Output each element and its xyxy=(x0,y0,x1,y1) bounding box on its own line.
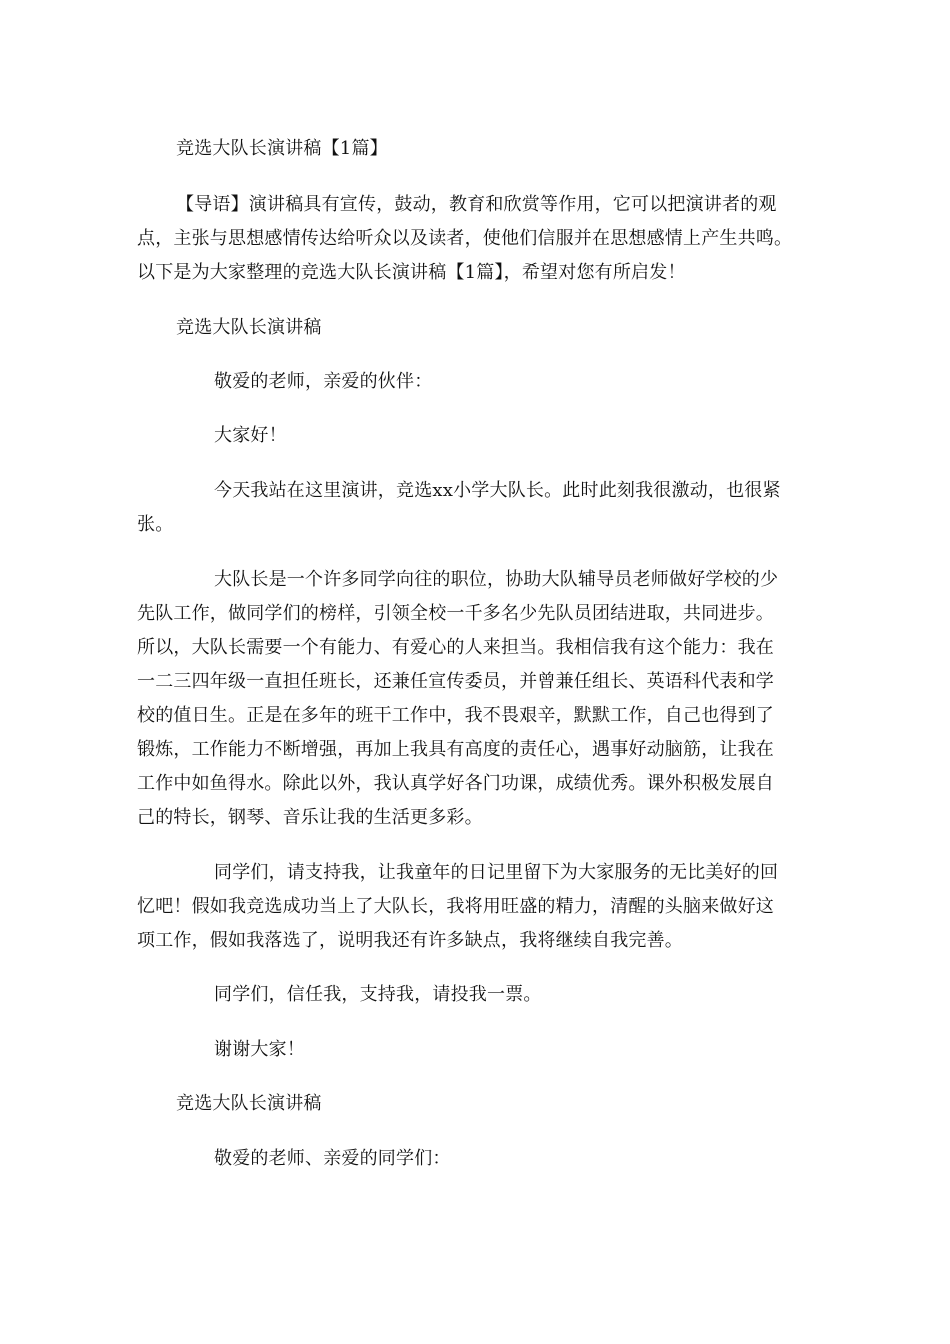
paragraph-line: 先队工作，做同学们的榜样，引领全校一千多名少先队员团结进取，共同进步。 xyxy=(137,603,774,624)
paragraph-line: 一二三四年级一直担任班长，还兼任宣传委员，并曾兼任组长、英语科代表和学 xyxy=(137,671,774,692)
paragraph-line: 所以，大队长需要一个有能力、有爱心的人来担当。我相信我有这个能力：我在 xyxy=(137,637,774,658)
speech1-salutation: 敬爱的老师，亲爱的伙伴： xyxy=(214,371,433,392)
speech2-heading: 竞选大队长演讲稿 xyxy=(176,1093,322,1114)
paragraph-line: 同学们，信任我，支持我，请投我一票。 xyxy=(214,984,542,1005)
speech2-salutation: 敬爱的老师、亲爱的同学们： xyxy=(214,1148,451,1169)
paragraph-line: 同学们，请支持我，让我童年的日记里留下为大家服务的无比美好的回 xyxy=(214,862,779,883)
speech1-closing: 谢谢大家！ xyxy=(214,1039,305,1060)
paragraph-line: 大队长是一个许多同学向往的职位，协助大队辅导员老师做好学校的少 xyxy=(214,569,779,590)
paragraph-line: 项工作，假如我落选了，说明我还有许多缺点，我将继续自我完善。 xyxy=(137,930,683,951)
paragraph-line: 校的值日生。正是在多年的班干工作中，我不畏艰辛，默默工作，自己也得到了 xyxy=(137,705,774,726)
speech1-heading: 竞选大队长演讲稿 xyxy=(176,317,322,338)
intro-line: 点，主张与思想感情传达给听众以及读者，使他们信服并在思想感情上产生共鸣。 xyxy=(137,228,793,249)
paragraph-line: 工作中如鱼得水。除此以外，我认真学好各门功课，成绩优秀。课外积极发展自 xyxy=(137,773,774,794)
paragraph-line: 今天我站在这里演讲，竞选xx小学大队长。此时此刻我很激动，也很紧 xyxy=(214,480,781,501)
paragraph-line: 己的特长，钢琴、音乐让我的生活更多彩。 xyxy=(137,807,483,828)
speech1-greeting: 大家好！ xyxy=(214,425,287,446)
intro-line: 以下是为大家整理的竞选大队长演讲稿【1篇】，希望对您有所启发！ xyxy=(137,262,686,283)
paragraph-line: 锻炼，工作能力不断增强，再加上我具有高度的责任心，遇事好动脑筋，让我在 xyxy=(137,739,774,760)
paragraph-line: 忆吧！假如我竞选成功当上了大队长，我将用旺盛的精力，清醒的头脑来做好这 xyxy=(137,896,774,917)
paragraph-line: 张。 xyxy=(137,514,174,535)
intro-line: 【导语】演讲稿具有宣传，鼓动，教育和欣赏等作用，它可以把演讲者的观 xyxy=(176,194,777,215)
document-title: 竞选大队长演讲稿【1篇】 xyxy=(176,138,388,159)
